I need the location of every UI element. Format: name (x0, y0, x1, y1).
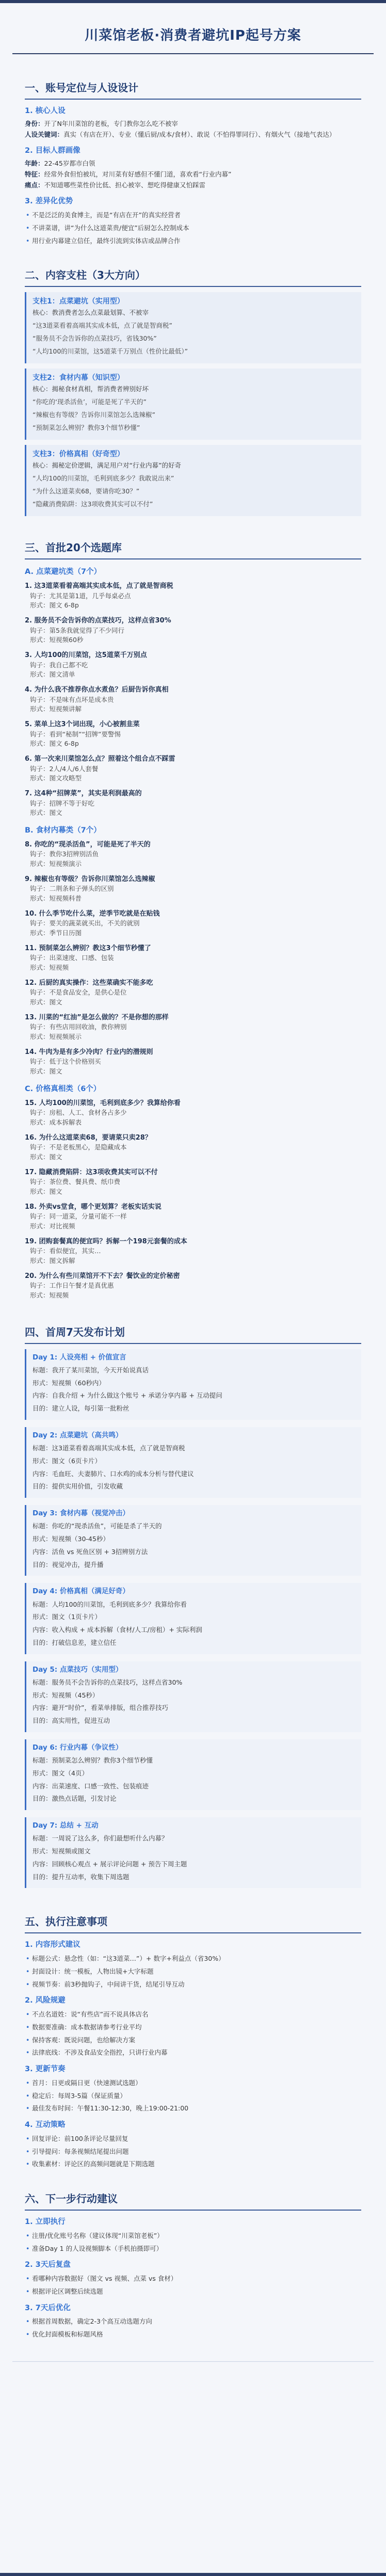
day-plan (25, 1427, 361, 1498)
day-line: 内容：避开“时价”，看菜单排版，组合推荐技巧 (33, 1704, 168, 1712)
topic-detail: 形式：图文 6-8p (30, 740, 79, 748)
bullet-item: • 标题公式：悬念性（如：“这3道菜…”）+ 数字+利益点（省30%） (25, 1954, 361, 1964)
key-value-line (25, 119, 361, 129)
topic-detail: 钩子：低于这个价格别买 (30, 1058, 101, 1066)
topic-title: 14. 牛肉为是有多少冷肉？行业内的潜规则 (25, 1048, 153, 1056)
pillar-example: “人均100的川菜馆，这5道菜千万别点（性价比最低）” (33, 347, 188, 355)
bullet-item: • 不是泛泛的美食博主，而是“有店在开”的真实经营者 (25, 211, 361, 220)
subsection-title: 3. 差异化优势 (25, 197, 73, 206)
bullet-item: • 稳定后：每周3-5篇（保证质量） (25, 2091, 361, 2101)
topic-item (25, 1237, 361, 1266)
key-label: 身份： (25, 119, 44, 127)
day-plan (25, 1817, 361, 1888)
top-accent-bar (0, 0, 386, 3)
subsection-title: 2. 3天后复盘 (25, 2261, 71, 2269)
day-plan (25, 1583, 361, 1654)
pillar-title: 支柱1：点菜避坑（实用型） (33, 297, 124, 306)
pillar-box (25, 369, 361, 440)
pillar-box (25, 292, 361, 363)
bullet-item: • 最佳发布时间：午餐11:30-12:30，晚上19:00-21:00 (25, 2104, 361, 2114)
value-text: 真实（有店在开）、专业（懂后厨/成本/食材）、敢说（不怕得罪同行）、有烟火气（接地气表达） (63, 130, 336, 138)
subsection-title: 3. 7天后优化 (25, 2303, 71, 2312)
bullet-item: • 视频节奏：前3秒抛钩子，中间讲干货，结尾引导互动 (25, 1980, 361, 1990)
bullet-item: • 准备Day 1 的人设视频脚本（手机拍摄即可） (25, 2244, 361, 2254)
day-title: Day 4: 价格真相（满足好奇） (33, 1587, 130, 1596)
topic-detail: 钩子：不是老板黑心，是隐藏成本 (30, 1143, 127, 1151)
subsection-title: 1. 核心人设 (25, 107, 66, 115)
day-line: 内容：活鱼 vs 死鱼区别 + 3招辨别方法 (33, 1547, 148, 1556)
topic-detail: 钩子：看似便宜，其实… (30, 1247, 101, 1255)
topic-title: 9. 辣椒也有等级？告诉你川菜馆怎么选辣椒 (25, 875, 155, 883)
pillar-title: 支柱3：价格真相（好奇型） (33, 450, 124, 459)
day-line: 标题：服务员不会告诉你的点菜技巧，这样点省30% (33, 1678, 183, 1686)
topic-title: 4. 为什么我不推荐你点水煮鱼？后厨告诉你真相 (25, 686, 169, 694)
section-title: 五、执行注意事项 (25, 1914, 361, 1933)
topic-title: 13. 川菜的“红油”是怎么做的？不是你想的那样 (25, 1013, 169, 1021)
topic-detail: 钩子：出菜速度、口感、包装 (30, 954, 114, 962)
topic-title: 17. 隐藏消费陷阱：这3项收费其实可以不付 (25, 1168, 158, 1176)
day-line: 形式：短视频（30-45秒） (33, 1535, 109, 1543)
topic-item (25, 754, 361, 783)
topic-title: 7. 这4种“招牌菜”，其实是利润最高的 (25, 790, 142, 797)
topic-item (25, 650, 361, 680)
category-title: A. 点菜避坑类（7个） (25, 568, 102, 577)
topic-title: 15. 人均100的川菜馆，毛利到底多少？我算给你看 (25, 1099, 181, 1107)
day-title: Day 5: 点菜技巧（实用型） (33, 1665, 123, 1674)
day-title: Day 2: 点菜避坑（高共鸣） (33, 1431, 123, 1439)
topic-detail: 形式：季节日历图 (30, 929, 82, 937)
bullet-item: • 收集素材：评论区的高频问题就是下期选题 (25, 2159, 361, 2169)
day-line: 标题：人均100的川菜馆，毛利到底多少？我算给你看 (33, 1600, 187, 1608)
day-line: 目的：高实用性，促进互动 (33, 1717, 110, 1724)
day-line: 目的：提供实用价值，引发收藏 (33, 1482, 123, 1491)
section-title: 二、内容支柱（3大方向） (25, 267, 361, 287)
pillar-example: “隐藏消费陷阱：这3项收费其实可以不付” (33, 500, 153, 508)
bullet-item: • 回复评论：前100条评论尽量回复 (25, 2134, 361, 2144)
bullet-item: • 首月：日更或隔日更（快速测试选题） (25, 2078, 361, 2088)
key-label: 人设关键词： (25, 130, 64, 138)
topic-item (25, 1202, 361, 1231)
bullet-item: • 看哪种内容数据好（图文 vs 视频、点菜 vs 食材） (25, 2274, 361, 2284)
section-positioning (12, 65, 374, 252)
day-plan (25, 1505, 361, 1576)
topic-detail: 钩子：2人/4人/6人套餐 (30, 764, 99, 773)
topic-detail: 钩子：茶位费、餐具费、纸巾费 (30, 1178, 121, 1186)
category-title: C. 价格真相类（6个） (25, 1084, 101, 1093)
topic-detail: 形式：成本拆解表 (30, 1118, 82, 1126)
topic-title: 6. 第一次来川菜馆怎么点？照着这个组合点不踩雷 (25, 755, 175, 763)
bullet-item: • 用行业内幕建立信任，最终引流到实体店或品牌合作 (25, 236, 361, 246)
topic-item (25, 978, 361, 1007)
topic-title: 16. 为什么这道菜卖68，要请菜只卖28？ (25, 1133, 152, 1142)
value-text: 开了N年川菜馆的老板，专门教你怎么吃不被宰 (44, 119, 178, 127)
topic-title: 11. 预制菜怎么辨别？教这3个细节秒懂了 (25, 944, 151, 952)
subsection-title: 2. 目标人群画像 (25, 147, 81, 155)
topic-detail: 形式：对比视频 (30, 1222, 75, 1230)
day-line: 内容：自我介绍 + 为什么做这个账号 + 承诺分享内幕 + 互动提问 (33, 1391, 222, 1400)
topic-item (25, 1271, 361, 1301)
subsection-title: 2. 风险规避 (25, 1996, 66, 2005)
day-line: 形式：短视频（60秒内） (33, 1379, 105, 1387)
document-header (12, 19, 374, 54)
section-title: 三、首批20个选题库 (25, 540, 361, 559)
key-value-line (25, 159, 361, 169)
pillar-core: 核心：揭秘定价逻辑，满足用户对“行业内幕”的好奇 (33, 461, 181, 470)
subsection-title: 1. 内容形式建议 (25, 1941, 81, 1949)
footer-divider (12, 2361, 374, 2374)
key-label: 特征： (25, 170, 44, 178)
pillar-box (25, 445, 361, 516)
topic-detail: 形式：图文攻略型 (30, 774, 82, 782)
topic-item (25, 1133, 361, 1162)
topic-item (25, 840, 361, 869)
topic-detail: 形式：图文 (30, 998, 62, 1006)
pillar-example: “人均100的川菜馆，毛利到底多少？我敢说出来” (33, 474, 174, 482)
bullet-item: • 不讲菜谱，讲“为什么这道菜贵/便宜”后厨怎么控制成本 (25, 223, 361, 233)
key-label: 痛点： (25, 181, 44, 189)
topic-detail: 钩子：教你3招辨别活鱼 (30, 850, 99, 858)
section-title: 四、首周7天发布计划 (25, 1324, 361, 1344)
topic-detail: 钩子：要关的蔬菜就买出，不关的就别 (30, 919, 140, 927)
day-line: 标题：我开了某川菜馆，今天开始说真话 (33, 1366, 149, 1374)
bullet-item: • 优化封面模板和标题风格 (25, 2330, 361, 2340)
day-line: 形式：短视频或图文 (33, 1847, 91, 1855)
topic-detail: 形式：图文 (30, 809, 62, 817)
bullet-item: • 不点名道姓：说“有些店”而不说具体店名 (25, 2010, 361, 2020)
day-line: 内容：收入构成 + 成本拆解（食材/人工/房租）+ 实际利润 (33, 1626, 202, 1634)
subsection-title: 1. 立即执行 (25, 2218, 66, 2226)
topic-detail: 钩子：同一道菜，分量可能不一样 (30, 1212, 127, 1220)
day-title: Day 6: 行业内幕（争议性） (33, 1743, 123, 1752)
topic-item (25, 1013, 361, 1042)
day-line: 形式：图文（6页卡片） (33, 1457, 101, 1465)
key-label: 年龄： (25, 159, 44, 167)
topic-detail: 钩子：看到“秘制”“招牌”要警惕 (30, 730, 121, 738)
topic-title: 19. 团购套餐真的便宜吗？拆解一个198元套餐的成本 (25, 1237, 187, 1245)
topic-detail: 形式：图文 (30, 1153, 62, 1161)
key-value-line (25, 130, 361, 140)
topic-detail: 形式：短视频讲解 (30, 705, 82, 713)
topic-item (25, 685, 361, 714)
section-execution-notes (12, 1898, 374, 2175)
bullet-item: • 引导提问：每条视频结尾提出问题 (25, 2147, 361, 2157)
topic-title: 1. 这3道菜看着高端其实成本低，点了就是智商税 (25, 582, 173, 590)
value-text: 经常外食但怕被坑，对川菜有好感但不懂门道，喜欢看“行业内幕” (44, 170, 232, 178)
day-line: 形式：短视频（45秒） (33, 1691, 99, 1699)
pillar-example: “服务员不会告诉你的点菜技巧，省钱30%” (33, 334, 157, 342)
topic-detail: 形式：短视频60秒 (30, 636, 84, 644)
topic-detail: 钩子：工作日午餐才是真优惠 (30, 1282, 114, 1289)
topic-detail: 形式：短视频 (30, 1291, 69, 1299)
pillar-example: “为什么这道菜卖68，要请你吃30？” (33, 487, 140, 495)
pillar-example: “辣椒也有等级？告诉你川菜馆怎么选辣椒” (33, 410, 155, 419)
topic-item (25, 1098, 361, 1128)
topic-title: 18. 外卖vs堂食，哪个更划算？老板实话实说 (25, 1203, 162, 1211)
day-line: 目的：建立人设，每引第一批粉丝 (33, 1404, 130, 1412)
topic-title: 3. 人均100的川菜馆，这5道菜千万别点 (25, 651, 147, 659)
topic-detail: 钩子：房租、人工、食材各占多少 (30, 1109, 127, 1116)
pillar-title: 支柱2：食材内幕（知识型） (33, 374, 124, 382)
topic-title: 10. 什么季节吃什么菜，逆季节吃就是在贴钱 (25, 909, 160, 918)
day-title: Day 7: 总结 + 互动 (33, 1821, 99, 1830)
subsection-title: 3. 更新节奏 (25, 2065, 66, 2073)
day-line: 内容：毛血旺、夫妻肺片、口水鸡的成本分析与替代建议 (33, 1469, 194, 1478)
topic-item (25, 909, 361, 938)
document-title: 川菜馆老板·消费者避坑IP起号方案 (85, 28, 301, 43)
day-line: 形式：图文（4页） (33, 1769, 88, 1777)
section-topic-library (12, 524, 374, 1308)
section-content-pillars (12, 252, 374, 524)
day-title: Day 1: 人设亮相 + 价值宣言 (33, 1353, 126, 1362)
topic-item (25, 789, 361, 818)
section-next-steps (12, 2175, 374, 2346)
bullet-item: • 根据评论区调整后续选题 (25, 2287, 361, 2297)
day-plan (25, 1661, 361, 1732)
topic-detail: 钩子：第5条我就觉得了不少同行 (30, 626, 124, 634)
topic-detail: 钩子：不是味有点坏是成本贵 (30, 695, 114, 703)
topic-item (25, 616, 361, 645)
topic-detail: 形式：图文 (30, 1067, 62, 1075)
day-line: 标题：这3道菜看着高端其实成本低，点了就是智商税 (33, 1444, 185, 1452)
day-line: 形式：图文（1页卡片） (33, 1613, 101, 1621)
pillar-example: “这3道菜看着高端其实成本低，点了就是智商税” (33, 322, 172, 329)
bottom-accent-bar (0, 2573, 386, 2576)
topic-item (25, 1047, 361, 1077)
topic-detail: 形式：短视频 (30, 964, 69, 971)
day-plan (25, 1739, 361, 1810)
topic-detail: 形式：图文拆解 (30, 1256, 75, 1265)
subsection-title: 4. 互动策略 (25, 2121, 66, 2129)
day-line: 目的：视觉冲击，提升播 (33, 1560, 104, 1569)
topic-detail: 钩子：有些店用回收油，教你辨别 (30, 1023, 127, 1031)
topic-detail: 钩子：不是食品安全，是供心是位 (30, 988, 127, 997)
topic-detail: 形式：短视频科普 (30, 894, 82, 902)
bullet-item: • 封面设计：统一模板，人物出镜+大字标题 (25, 1967, 361, 1977)
bullet-item: • 根据首周数据，确定2-3个高互动选题方向 (25, 2317, 361, 2327)
topic-title: 5. 菜单上这3个词出现，小心被割韭菜 (25, 721, 140, 728)
topic-detail: 钩子：尤其是第1道，几乎每桌必点 (30, 591, 131, 600)
bullet-item: • 注册/优化账号名称（建议体现“川菜馆老板”） (25, 2231, 361, 2241)
day-line: 目的：打破信息差，建立信任 (33, 1638, 117, 1646)
topic-detail: 钩子：二荆条和子弹头的区别 (30, 885, 114, 893)
key-value-line (25, 181, 361, 190)
topic-detail: 形式：短视频演示 (30, 860, 82, 868)
day-line: 内容：回顾核心观点 + 展示评论问题 + 预告下周主题 (33, 1860, 187, 1868)
day-plan (25, 1349, 361, 1420)
topic-title: 8. 你吃的“现杀活鱼”，可能是死了半天的 (25, 840, 151, 849)
topic-title: 12. 后厨的真实操作：这些菜确实不能多吃 (25, 979, 153, 987)
topic-title: 20. 为什么有些川菜馆开不下去？餐饮业的定价秘密 (25, 1272, 180, 1280)
value-text: 22-45岁都市白领 (44, 159, 95, 167)
section-weekly-plan (12, 1309, 374, 1899)
topic-detail: 形式：图文清单 (30, 670, 75, 679)
value-text: 不知道哪些菜性价比低、担心被宰、想吃得健康又怕踩雷 (44, 181, 206, 189)
bullet-item: • 法律底线：不涉及食品安全指控，只讲行业内幕 (25, 2048, 361, 2058)
topic-detail: 钩子：我自己都不吃 (30, 661, 88, 669)
topic-detail: 形式：图文 (30, 1187, 62, 1195)
topic-detail: 钩子：招牌不等于好吃 (30, 799, 95, 807)
day-line: 内容：出菜速度、口感一致性、包装痕迹 (33, 1782, 149, 1790)
key-value-line (25, 170, 361, 180)
topic-detail: 形式：图文 6-8p (30, 601, 79, 610)
day-line: 标题：你吃的“现杀活鱼”，可能是杀了半天的 (33, 1522, 162, 1530)
day-line: 目的：激热点话题，引发讨论 (33, 1795, 117, 1803)
topic-item (25, 943, 361, 973)
topic-item (25, 1167, 361, 1197)
pillar-core: 核心：揭秘食材真相，帮消费者辨别好坏 (33, 385, 149, 393)
pillar-core: 核心：教消费者怎么点菜最划算、不被宰 (33, 309, 149, 317)
bullet-item: • 数据要准确：成本数据请参考行业平均 (25, 2023, 361, 2033)
topic-item (25, 874, 361, 904)
day-line: 目的：提升互动率，收集下周选题 (33, 1873, 130, 1881)
category-title: B. 食材内幕类（7个） (25, 826, 101, 835)
pillar-example: “预制菜怎么辨别？教你3个细节秒懂” (33, 423, 140, 431)
pillar-example: “你吃的‘现杀活鱼’，可能是死了半天的” (33, 398, 147, 406)
topic-detail: 形式：短视频展示 (30, 1033, 82, 1041)
topic-title: 2. 服务员不会告诉你的点菜技巧，这样点省30% (25, 617, 171, 625)
topic-item (25, 719, 361, 749)
section-title: 六、下一步行动建议 (25, 2191, 361, 2211)
topic-item (25, 581, 361, 611)
section-title: 一、账号定位与人设设计 (25, 80, 361, 100)
day-line: 标题：预制菜怎么辨别？教你3个细节秒懂 (33, 1756, 153, 1764)
day-title: Day 3: 食材内幕（视觉冲击） (33, 1509, 130, 1517)
day-line: 标题：一周说了这么多，你们最想听什么内幕？ (33, 1834, 168, 1843)
bullet-item: • 保持客观：既说问题，也给解决方案 (25, 2036, 361, 2045)
